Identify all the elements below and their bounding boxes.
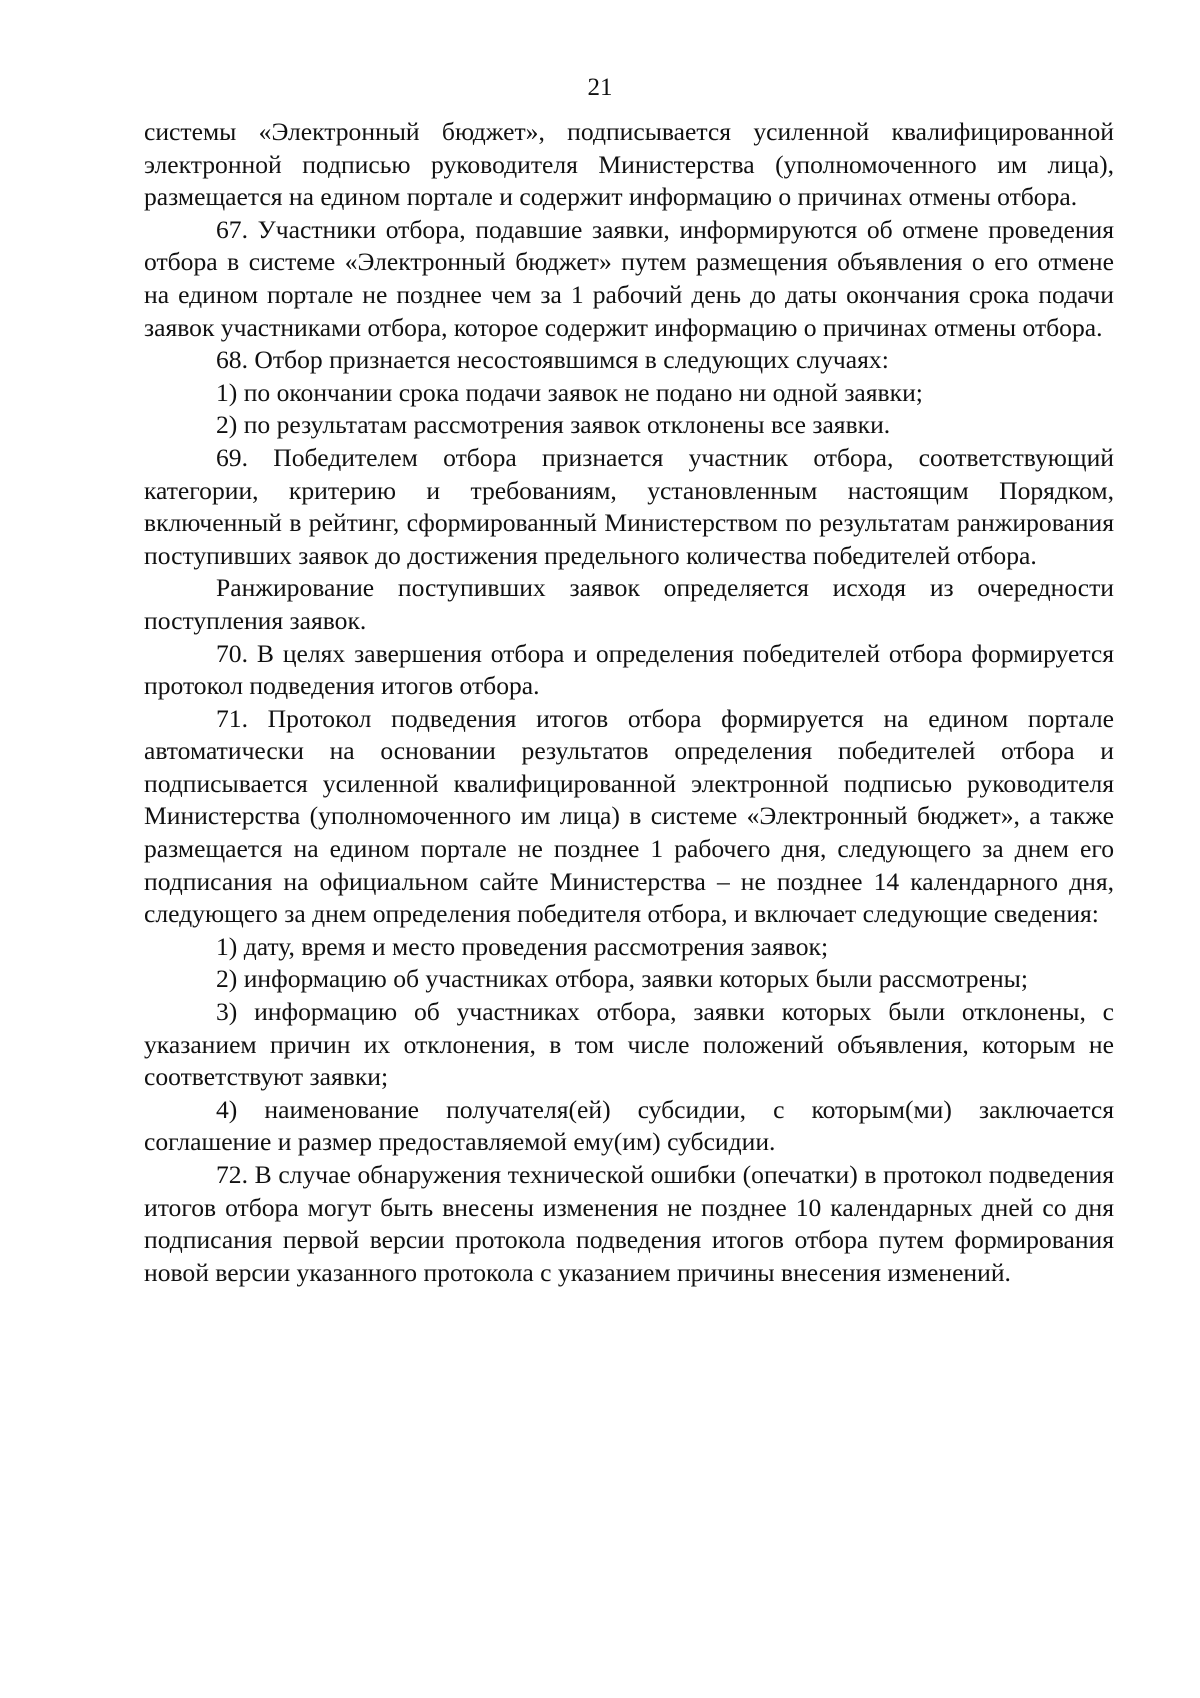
paragraph-71: 71. Протокол подведения итогов отбора формируется на едином портале автоматически на основании результатов определения победителей отбора и подписывается усиленной квалифицированной электронной подписью руководителя Министерства (уполномоченного им лица) в системе «Электронный бюджет», а также размещается на едином портале не позднее 1 рабочего дня, следующего за днем его подписания на официальном сайте Министерства – не позднее 14 календарного дня, следующего за днем определения победителя отбора, и включает следующие сведения: [144, 703, 1114, 929]
paragraph-69: 69. Победителем отбора признается участник отбора, соответствующий категории, критерию и требованиям, установленным настоящим Порядком, включенный в рейтинг, сформированный Министерством по результатам ранжирования поступивших заявок до достижения предельного количества победителей отбора. [144, 442, 1114, 570]
paragraph-71-item-2: 2) информацию об участниках отбора, заявки которых были рассмотрены; [216, 964, 1028, 994]
paragraph-continuation: системы «Электронный бюджет», подписывается усиленной квалифицированной электронной подписью руководителя Министерства (уполномоченного им лица), размещается на едином портале и содержит информацию о причинах отмены отбора. [144, 117, 1114, 212]
paragraph-72: 72. В случае обнаружения технической ошибки (опечатки) в протокол подведения итогов отбора могут быть внесены изменения не позднее 10 календарных дней со дня подписания первой версии протокола подведения итогов отбора путем формирования новой версии указанного протокола с указанием причины внесения изменений. [144, 1160, 1114, 1287]
paragraph-70: 70. В целях завершения отбора и определения победителей отбора формируется протокол подведения итогов отбора. [144, 638, 1114, 701]
paragraph-71-item-3: 3) информацию об участниках отбора, заявки которых были отклонены, с указанием причин их отклонения, в том числе положений объявления, которым не соответствуют заявки; [144, 997, 1114, 1092]
paragraph-71-item-1: 1) дату, время и место проведения рассмотрения заявок; [216, 931, 829, 961]
paragraph-71-item-4: 4) наименование получателя(ей) субсидии, с которым(ми) заключается соглашение и размер предоставляемой ему(им) субсидии. [144, 1094, 1114, 1157]
paragraph-68-item-1: 1) по окончании срока подачи заявок не подано ни одной заявки; [216, 377, 923, 407]
paragraph-68-item-2: 2) по результатам рассмотрения заявок отклонены все заявки. [216, 410, 891, 440]
document-body [144, 116, 1114, 1289]
page-number: 21 [587, 74, 613, 101]
paragraph-69-ranking: Ранжирование поступивших заявок определяется исходя из очередности поступления заявок. [144, 573, 1114, 635]
paragraph-68: 68. Отбор признается несостоявшимся в следующих случаях: [216, 345, 889, 375]
paragraph-67: 67. Участники отбора, подавшие заявки, информируются об отмене проведения отбора в системе «Электронный бюджет» путем размещения объявления о его отмене на едином портале не позднее чем за 1 рабочий день до даты окончания срока подачи заявок участниками отбора, которое содержит информацию о причинах отмены отбора. [144, 214, 1114, 342]
